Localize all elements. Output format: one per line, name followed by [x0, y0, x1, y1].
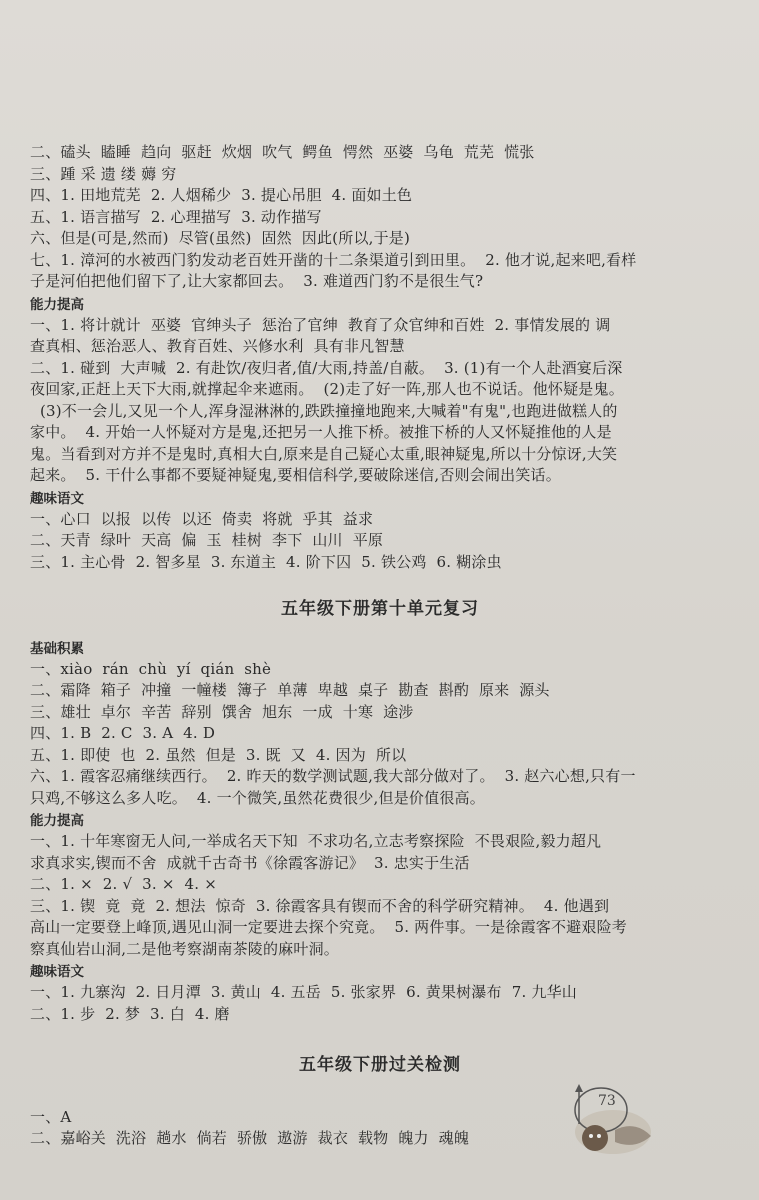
text-line: 三、1. 主心骨 2. 智多星 3. 东道主 4. 阶下囚 5. 铁公鸡 6. 糊涂虫 [30, 552, 502, 571]
block2 [30, 315, 730, 487]
text-line: 二、1. × 2. √ 3. × 4. × [30, 875, 217, 893]
text-line: 一、A [30, 1107, 72, 1126]
block1 [30, 142, 730, 293]
text-line: 六、但是(可是,然而) 尽管(虽然) 固然 因此(所以,于是) [30, 229, 411, 247]
text-line: 五、1. 即使 也 2. 虽然 但是 3. 既 又 4. 因为 所以 [30, 745, 407, 764]
block3 [30, 509, 730, 574]
section-title-unit10: 五年级下册第十单元复习 [281, 599, 479, 619]
text-line: 二、嘉峪关 洗浴 趟水 倘若 骄傲 遨游 裁衣 载物 魄力 魂魄 [30, 1129, 470, 1147]
text-line: 五、1. 语言描写 2. 心理描写 3. 动作描写 [30, 207, 322, 226]
text-line: 查真相、惩治恶人、教育百姓、兴修水利 具有非凡智慧 [30, 337, 405, 355]
text-line: 只鸡,不够这么多人吃。 4. 一个微笑,虽然花费很少,但是价值很高。 [30, 788, 485, 807]
text-line: 察真仙岩山洞,二是他考察湖南茶陵的麻叶洞。 [30, 939, 339, 958]
text-line: 一、1. 将计就计 巫婆 官绅头子 惩治了官绅 教育了众官绅和百姓 2. 事情发展的 调 [30, 315, 611, 334]
text-line: 鬼。当看到对方并不是鬼时,真相大白,原来是自己疑心太重,眼神疑鬼,所以十分惊讶,大笑 [30, 444, 618, 463]
text-line: 一、心口 以报 以传 以还 倚卖 将就 乎其 益求 [30, 509, 374, 528]
text-line: 求真求实,锲而不舍 成就千古奇书《徐霞客游记》 3. 忠实于生活 [30, 853, 470, 872]
subheading-fun: 趣味语文 [30, 964, 84, 980]
text-line: 三、踵 采 遗 缕 薅 穷 [30, 164, 177, 183]
text-line: 二、1. 步 2. 梦 3. 白 4. 磨 [30, 1004, 230, 1023]
answer-content [30, 142, 730, 1150]
subheading-ability: 能力提高 [30, 813, 84, 829]
block6 [30, 982, 730, 1025]
block4 [30, 659, 730, 810]
text-line: 二、天青 绿叶 天高 偏 玉 桂树 李下 山川 平原 [30, 531, 384, 549]
cartoon-badge-icon [565, 1080, 655, 1158]
section-title-final-test: 五年级下册过关检测 [299, 1055, 461, 1075]
text-line: 一、1. 十年寒窗无人问,一举成名天下知 不求功名,立志考察探险 不畏艰险,毅力超凡 [30, 832, 602, 850]
text-line: 四、1. B 2. C 3. A 4. D [30, 724, 216, 742]
text-line: 三、1. 锲 竟 竟 2. 想法 惊奇 3. 徐霞客具有锲而不舍的科学研究精神。 4. 他遇到 [30, 896, 610, 915]
text-line: 起来。 5. 干什么事都不要疑神疑鬼,要相信科学,要破除迷信,否则会闹出笑话。 [30, 466, 561, 484]
text-line: 一、xiào rán chù yí qián shè [30, 659, 272, 678]
text-line: 夜回家,正赶上天下大雨,就撑起伞来遮雨。 (2)走了好一阵,那人也不说话。他怀疑是鬼。 [30, 380, 624, 398]
text-line: (3)不一会儿,又见一个人,浑身湿淋淋的,跌跌撞撞地跑来,大喊着"有鬼",也跑进做糕人的 [30, 401, 618, 420]
text-line: 七、1. 漳河的水被西门豹发动老百姓开凿的十二条渠道引到田里。 2. 他才说,起来吧,看样 [30, 250, 637, 269]
text-line: 二、磕头 瞌睡 趋向 驱赶 炊烟 吹气 鳄鱼 愕然 巫婆 乌龟 荒芜 慌张 [30, 143, 535, 161]
subheading-fun: 趣味语文 [30, 490, 84, 507]
text-line: 子是河伯把他们留下了,让大家都回去。 3. 难道西门豹不是很生气? [30, 272, 484, 290]
text-line: 三、雄壮 卓尔 辛苦 辞别 馔舍 旭东 一成 十寒 途涉 [30, 702, 414, 721]
text-line: 一、1. 九寨沟 2. 日月潭 3. 黄山 4. 五岳 5. 张家界 6. 黄果树瀑布 7. 九华山 [30, 983, 577, 1001]
text-line: 家中。 4. 开始一人怀疑对方是鬼,还把另一人推下桥。被推下桥的人又怀疑推他的人是 [30, 423, 612, 441]
text-line: 二、1. 碰到 大声喊 2. 有赴饮/夜归者,值/大雨,持盖/自蔽。 3. (1)有一个人赴酒宴后深 [30, 358, 623, 377]
block5 [30, 831, 730, 960]
text-line: 四、1. 田地荒芜 2. 人烟稀少 3. 提心吊胆 4. 面如土色 [30, 186, 413, 204]
text-line: 二、霜降 箱子 冲撞 一幢楼 簿子 单薄 卑越 桌子 勘查 斟酌 原来 源头 [30, 681, 550, 699]
text-line: 高山一定要登上峰顶,遇见山洞一定要进去探个究竟。 5. 两件事。一是徐霞客不避艰险考 [30, 918, 627, 936]
subheading-basic: 基础积累 [30, 640, 84, 657]
subheading-ability: 能力提高 [30, 296, 84, 313]
page-number: 73 [598, 1093, 616, 1109]
text-line: 六、1. 霞客忍痛继续西行。 2. 昨天的数学测试题,我大部分做对了。 3. 赵六心想,只有一 [30, 767, 636, 785]
